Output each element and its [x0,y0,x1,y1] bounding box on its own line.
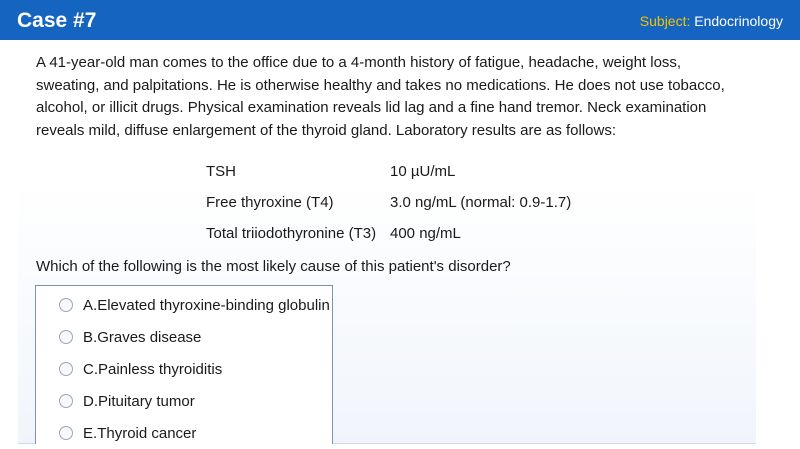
lab-row [206,156,571,187]
choice-text: Pituitary tumor [98,392,195,410]
choice-text: Elevated thyroxine-binding globulin [97,296,330,314]
answer-choice-b[interactable] [59,325,201,349]
answer-choice-c[interactable] [59,357,222,381]
subject-label: Subject: [639,13,691,29]
radio-button[interactable] [59,298,73,312]
lab-name: Total triiodothyronine (T3) [206,225,377,242]
choice-letter: D. [83,392,98,410]
answer-choices [35,285,333,444]
radio-button[interactable] [59,362,73,376]
lab-row [206,218,571,249]
choice-letter: C. [83,360,98,378]
answer-choice-e[interactable] [59,421,196,445]
lab-name: Free thyroxine (T4) [206,194,334,211]
case-title: Case #7 [17,9,97,32]
radio-button[interactable] [59,330,73,344]
lab-name: TSH [206,163,236,180]
choice-text: Painless thyroiditis [98,360,223,378]
choice-text: Graves disease [97,328,202,346]
radio-button[interactable] [59,426,73,440]
question-prompt: Which of the following is the most likely cause of this patient's disorder? [36,258,511,275]
question-stem: A 41-year-old man comes to the office due to a 4-month history of fatigue, headache, weight loss, sweating, and palpitations. He is otherwise healthy and takes no medications. He does not use tobacco, alcohol, or illicit drugs. Physical examination reveals lid lag and a fine hand tremor. Neck examination reveals mild, diffuse enlargement of the thyroid gland. Laboratory results are as follows: [36,54,725,139]
lab-results-table [206,156,571,249]
header-bar [0,0,800,40]
answer-choice-d[interactable] [59,389,195,413]
subject-value: Endocrinology [694,13,783,29]
lab-value: 400 ng/mL [390,225,461,242]
choice-letter: A. [83,296,98,314]
choice-letter: B. [83,328,98,346]
radio-button[interactable] [59,394,73,408]
lab-value: 10 µU/mL [390,163,456,180]
choice-text: Thyroid cancer [97,424,197,442]
lab-value: 3.0 ng/mL (normal: 0.9-1.7) [390,194,572,211]
lab-row [206,187,571,218]
answer-choice-a[interactable] [59,293,330,317]
question-panel [18,40,756,444]
choice-letter: E. [83,424,98,442]
subject-indicator [640,13,783,29]
